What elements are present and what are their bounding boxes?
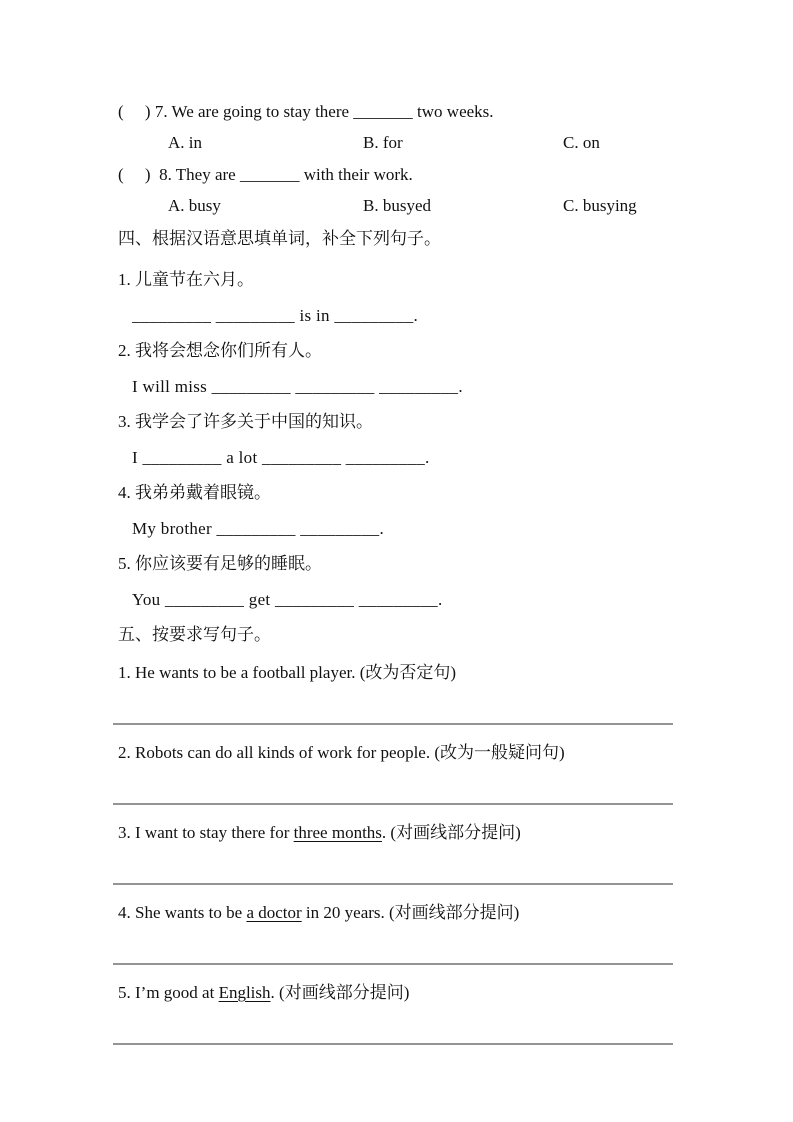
- question-text: 2. Robots can do all kinds of work for people. (改为一般疑问句): [118, 743, 565, 762]
- option-b: B. for: [363, 133, 403, 152]
- rewrite-section-title: 五、按要求写句子。: [118, 625, 271, 644]
- fill-in-section: [118, 229, 675, 610]
- answer-line: [113, 1043, 673, 1045]
- rewrite-question-3: [118, 823, 675, 843]
- question-text: 4. She wants to be: [118, 903, 247, 922]
- mc-question-7-options: [118, 133, 675, 153]
- rewrite-question-2: [118, 743, 675, 763]
- option-b: B. busyed: [363, 196, 431, 215]
- rewrite-question-1: [118, 663, 675, 683]
- rewrite-question-4: [118, 903, 675, 923]
- fill-item-2-blanks: I will miss _________ _________ _________.: [132, 377, 463, 396]
- question-text: in 20 years. (对画线部分提问): [301, 903, 520, 922]
- multiple-choice-section: [118, 102, 675, 216]
- rewrite-section: [118, 625, 675, 1045]
- underlined-part: English: [218, 983, 271, 1002]
- answer-line: [113, 883, 673, 885]
- question-text: . (对画线部分提问): [270, 983, 410, 1002]
- mc-question-8-options: [118, 196, 675, 216]
- question-text: 5. I’m good at: [118, 983, 219, 1002]
- underlined-part: three months: [293, 823, 382, 842]
- rewrite-question-5: [118, 983, 675, 1003]
- answer-line: [113, 803, 673, 805]
- fill-item-1-blanks: _________ _________ is in _________.: [132, 306, 419, 325]
- option-a: A. busy: [168, 196, 221, 215]
- question-text: 3. I want to stay there for: [118, 823, 294, 842]
- fill-item-5-chinese: 5. 你应该要有足够的睡眠。: [118, 554, 322, 573]
- fill-item-3-blanks: I _________ a lot _________ _________.: [132, 448, 430, 467]
- fill-item-2-chinese: 2. 我将会想念你们所有人。: [118, 341, 322, 360]
- question-text: . (对画线部分提问): [381, 823, 521, 842]
- answer-line: [113, 963, 673, 965]
- option-c: C. busying: [563, 196, 637, 215]
- fill-item-4-chinese: 4. 我弟弟戴着眼镜。: [118, 483, 271, 502]
- fill-item-4-blanks: My brother _________ _________.: [132, 519, 385, 538]
- mc-question-7-stem: ( ) 7. We are going to stay there _______ two weeks.: [118, 102, 494, 121]
- question-text: 1. He wants to be a football player. (改为否定句): [118, 663, 457, 682]
- fill-in-section-title: 四、根据汉语意思填单词，补全下列句子。: [118, 229, 441, 248]
- mc-question-8-stem: ( ) 8. They are _______ with their work.: [118, 165, 413, 184]
- fill-item-3-chinese: 3. 我学会了许多关于中国的知识。: [118, 412, 373, 431]
- answer-line: [113, 723, 673, 725]
- fill-item-1-chinese: 1. 儿童节在六月。: [118, 270, 254, 289]
- fill-item-5-blanks: You _________ get _________ _________.: [132, 590, 443, 609]
- option-c: C. on: [563, 133, 600, 152]
- underlined-part: a doctor: [246, 903, 302, 922]
- option-a: A. in: [168, 133, 202, 152]
